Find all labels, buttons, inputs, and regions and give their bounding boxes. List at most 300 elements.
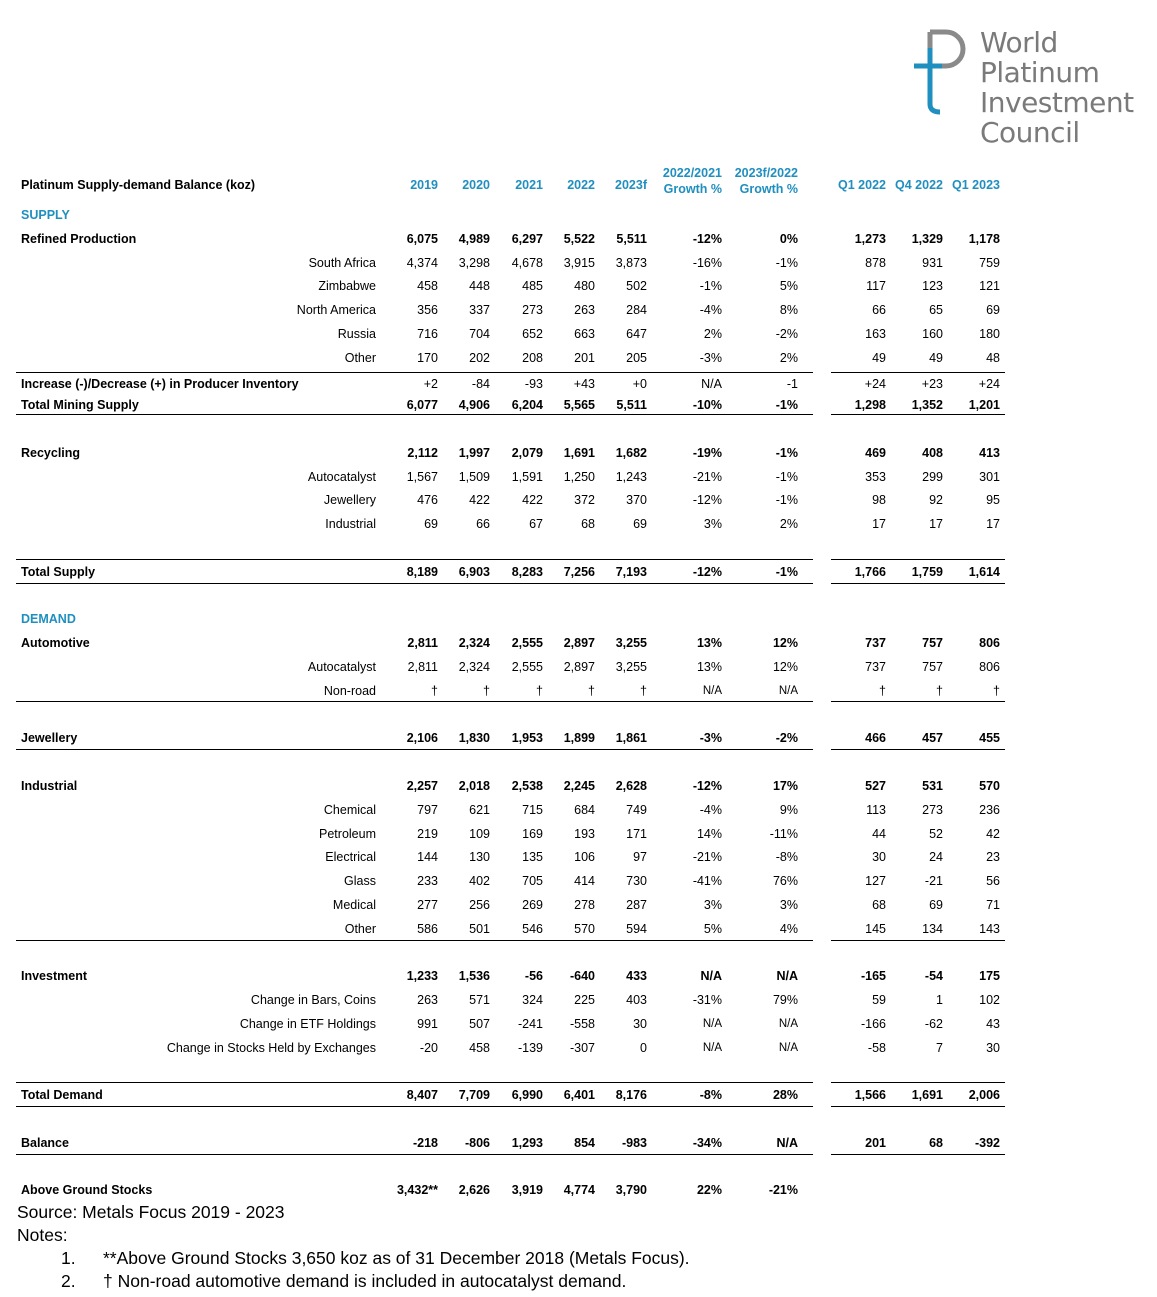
- logo-word: Platinum: [980, 56, 1100, 89]
- table-cell: -12%: [692, 779, 722, 793]
- table-cell: 169: [522, 827, 543, 841]
- table-cell: 469: [865, 446, 886, 460]
- table-cell: 13%: [696, 636, 722, 650]
- table-cell: 269: [522, 898, 543, 912]
- table-cell: -392: [974, 1136, 1000, 1150]
- section-label: DEMAND: [21, 612, 76, 626]
- table-cell: 2,006: [968, 1088, 1000, 1102]
- table-rule: [16, 1106, 813, 1107]
- table-cell: 715: [522, 803, 543, 817]
- table-cell: 205: [626, 351, 647, 365]
- table-cell: 806: [979, 660, 1000, 674]
- table-cell: 2,626: [458, 1183, 490, 1197]
- table-cell: -12%: [692, 493, 722, 507]
- table-cell: -3%: [699, 351, 722, 365]
- table-cell: 455: [979, 731, 1000, 745]
- table-cell: -558: [569, 1017, 595, 1031]
- table-cell: 2,897: [563, 660, 595, 674]
- table-cell: 8%: [779, 303, 798, 317]
- table-cell: 123: [922, 279, 943, 293]
- table-cell: 225: [574, 993, 595, 1007]
- column-header: 2019: [410, 178, 438, 192]
- table-cell: 4%: [779, 922, 798, 936]
- table-cell: -20: [419, 1041, 438, 1055]
- table-cell: 277: [417, 898, 438, 912]
- table-cell: 502: [626, 279, 647, 293]
- table-cell: -218: [412, 1136, 438, 1150]
- logo-word: World: [980, 26, 1058, 59]
- table-cell: -1: [786, 377, 798, 391]
- table-cell: 76%: [772, 874, 798, 888]
- table-cell: 68: [929, 1136, 943, 1150]
- table-cell: 466: [865, 731, 886, 745]
- table-cell: 2,538: [511, 779, 543, 793]
- table-cell: 6,401: [563, 1088, 595, 1102]
- table-cell: 2,106: [406, 731, 438, 745]
- table-cell: -1%: [775, 398, 798, 412]
- table-cell: 97: [633, 850, 647, 864]
- table-cell: †: [483, 684, 490, 698]
- row-label: Increase (-)/Decrease (+) in Producer Inventory: [21, 377, 299, 391]
- table-cell: 69: [986, 303, 1000, 317]
- table-cell: N/A: [700, 969, 722, 983]
- table-cell: 65: [929, 303, 943, 317]
- column-header: Q1 2023: [952, 178, 1000, 192]
- row-sublabel: Non-road: [323, 684, 376, 698]
- table-cell: 68: [872, 898, 886, 912]
- table-rule: [16, 701, 813, 702]
- row-label: Above Ground Stocks: [21, 1183, 153, 1197]
- table-cell: 480: [574, 279, 595, 293]
- table-cell: 121: [979, 279, 1000, 293]
- table-cell: 730: [626, 874, 647, 888]
- table-cell: 2%: [703, 327, 722, 341]
- table-cell: 8,407: [406, 1088, 438, 1102]
- table-cell: 5%: [779, 279, 798, 293]
- table-cell: 69: [424, 517, 438, 531]
- table-cell: 501: [469, 922, 490, 936]
- table-cell: 570: [574, 922, 595, 936]
- row-label: Refined Production: [21, 232, 137, 246]
- table-cell: 1,567: [406, 470, 438, 484]
- row-sublabel: Chemical: [323, 803, 376, 817]
- note-item: [17, 1270, 690, 1293]
- column-header: Growth %: [739, 182, 798, 196]
- table-cell: 1,250: [563, 470, 595, 484]
- table-cell: 433: [626, 969, 647, 983]
- table-cell: 180: [979, 327, 1000, 341]
- table-cell: 4,989: [458, 232, 490, 246]
- row-label: Balance: [21, 1136, 69, 1150]
- table-cell: 145: [865, 922, 886, 936]
- table-cell: -21%: [692, 470, 722, 484]
- table-cell: 337: [469, 303, 490, 317]
- row-sublabel: Other: [344, 922, 376, 936]
- table-cell: 6,077: [406, 398, 438, 412]
- table-cell: 13%: [696, 660, 722, 674]
- table-cell: 1,614: [968, 565, 1000, 579]
- table-cell: 287: [626, 898, 647, 912]
- row-sublabel: Jewellery: [323, 493, 376, 507]
- table-cell: -31%: [692, 993, 722, 1007]
- table-cell: 413: [979, 446, 1000, 460]
- table-cell: 1,178: [968, 232, 1000, 246]
- table-cell: -8%: [775, 850, 798, 864]
- table-cell: -139: [517, 1041, 543, 1055]
- table-cell: -166: [860, 1017, 886, 1031]
- table-cell: 48: [986, 351, 1000, 365]
- table-cell: 102: [979, 993, 1000, 1007]
- table-cell: -16%: [692, 256, 722, 270]
- row-sublabel: Change in ETF Holdings: [239, 1017, 376, 1031]
- row-sublabel: Electrical: [325, 850, 376, 864]
- table-cell: 759: [979, 256, 1000, 270]
- table-rule: [16, 583, 813, 584]
- row-label: Total Mining Supply: [21, 398, 139, 412]
- table-cell: 284: [626, 303, 647, 317]
- table-cell: 1,953: [511, 731, 543, 745]
- row-sublabel: Autocatalyst: [307, 470, 376, 484]
- table-cell: 130: [469, 850, 490, 864]
- table-cell: 68: [581, 517, 595, 531]
- table-cell: 457: [922, 731, 943, 745]
- table-cell: 1,691: [911, 1088, 943, 1102]
- row-label: Industrial: [21, 779, 78, 793]
- table-cell: 2,628: [615, 779, 647, 793]
- table-cell: 507: [469, 1017, 490, 1031]
- row-label: Recycling: [21, 446, 81, 460]
- table-cell: 797: [417, 803, 438, 817]
- table-cell: 2%: [779, 517, 798, 531]
- table-cell: 408: [922, 446, 943, 460]
- table-cell: -8%: [699, 1088, 722, 1102]
- table-cell: 372: [574, 493, 595, 507]
- table-cell: 1,243: [615, 470, 647, 484]
- table-cell: 356: [417, 303, 438, 317]
- table-cell: 4,678: [511, 256, 543, 270]
- column-header: 2020: [462, 178, 490, 192]
- table-cell: 6,903: [458, 565, 490, 579]
- row-sublabel: Glass: [344, 874, 376, 888]
- table-cell: 134: [922, 922, 943, 936]
- table-cell: +24: [864, 377, 886, 391]
- table-cell: 201: [574, 351, 595, 365]
- table-cell: 1,591: [511, 470, 543, 484]
- table-cell: N/A: [778, 1018, 798, 1030]
- table-rule: [16, 1154, 813, 1155]
- table-cell: 570: [979, 779, 1000, 793]
- table-cell: -1%: [775, 256, 798, 270]
- table-cell: 52: [929, 827, 943, 841]
- table-cell: 17: [929, 517, 943, 531]
- table-cell: 458: [469, 1041, 490, 1055]
- table-cell: -241: [517, 1017, 543, 1031]
- table-cell: 716: [417, 327, 438, 341]
- table-cell: 1,536: [458, 969, 490, 983]
- table-cell: 6,204: [511, 398, 543, 412]
- column-header: 2022: [567, 178, 595, 192]
- table-cell: 4,774: [563, 1183, 595, 1197]
- table-cell: 476: [417, 493, 438, 507]
- table-cell: 278: [574, 898, 595, 912]
- platinum-t-logo-icon: [912, 26, 974, 118]
- table-cell: -983: [621, 1136, 647, 1150]
- table-cell: 219: [417, 827, 438, 841]
- table-cell: 1,273: [854, 232, 886, 246]
- table-cell: 66: [872, 303, 886, 317]
- table-cell: 4,906: [458, 398, 490, 412]
- table-cell: N/A: [702, 685, 722, 697]
- table-cell: 43: [986, 1017, 1000, 1031]
- table-rule: [831, 1154, 1005, 1155]
- table-cell: 12%: [772, 660, 798, 674]
- table-cell: 931: [922, 256, 943, 270]
- table-cell: 236: [979, 803, 1000, 817]
- row-sublabel: North America: [296, 303, 376, 317]
- table-cell: †: [536, 684, 543, 698]
- table-cell: 263: [574, 303, 595, 317]
- table-cell: 49: [872, 351, 886, 365]
- table-cell: 14%: [696, 827, 722, 841]
- table-cell: 8,176: [615, 1088, 647, 1102]
- table-cell: 2,112: [407, 446, 438, 460]
- table-cell: 1,682: [615, 446, 647, 460]
- row-sublabel: Autocatalyst: [307, 660, 376, 674]
- table-cell: -21%: [768, 1183, 798, 1197]
- table-cell: -307: [569, 1041, 595, 1055]
- note-text: **Above Ground Stocks 3,650 koz as of 31 December 2018 (Metals Focus).: [103, 1248, 690, 1268]
- table-title: Platinum Supply-demand Balance (koz): [21, 178, 256, 192]
- table-cell: 324: [522, 993, 543, 1007]
- table-cell: -1%: [699, 279, 722, 293]
- table-cell: 652: [522, 327, 543, 341]
- table-cell: 2,897: [563, 636, 595, 650]
- table-cell: 546: [522, 922, 543, 936]
- table-cell: N/A: [702, 1018, 722, 1030]
- table-cell: +2: [423, 377, 438, 391]
- table-cell: 263: [417, 993, 438, 1007]
- table-cell: 144: [417, 850, 438, 864]
- table-cell: 6,297: [511, 232, 543, 246]
- table-cell: -21: [924, 874, 943, 888]
- table-cell: 17%: [772, 779, 798, 793]
- table-cell: 24: [929, 850, 943, 864]
- table-cell: 594: [626, 922, 647, 936]
- table-cell: 586: [417, 922, 438, 936]
- table-cell: -56: [524, 969, 543, 983]
- logo-word: Investment: [980, 86, 1134, 119]
- table-cell: 23: [986, 850, 1000, 864]
- table-cell: -806: [464, 1136, 490, 1150]
- table-cell: 2,811: [407, 636, 438, 650]
- table-cell: 69: [633, 517, 647, 531]
- table-cell: -41%: [692, 874, 722, 888]
- notes-label: Notes:: [17, 1225, 68, 1245]
- table-cell: 5,511: [616, 398, 647, 412]
- table-cell: 737: [865, 636, 886, 650]
- table-cell: -640: [569, 969, 595, 983]
- table-cell: 17: [986, 517, 1000, 531]
- table-cell: 1,566: [854, 1088, 886, 1102]
- note-item: [17, 1247, 690, 1270]
- table-cell: 30: [986, 1041, 1000, 1055]
- table-cell: 30: [633, 1017, 647, 1031]
- table-cell: 422: [469, 493, 490, 507]
- table-cell: 49: [929, 351, 943, 365]
- table-cell: †: [431, 684, 438, 698]
- row-label: Total Supply: [21, 565, 96, 579]
- table-cell: 69: [929, 898, 943, 912]
- table-cell: 737: [865, 660, 886, 674]
- table-cell: 106: [574, 850, 595, 864]
- table-cell: -1%: [775, 470, 798, 484]
- table-cell: -2%: [775, 731, 798, 745]
- note-number: 1.: [61, 1248, 76, 1268]
- table-cell: 1,352: [911, 398, 943, 412]
- table-cell: 273: [922, 803, 943, 817]
- table-cell: -58: [867, 1041, 886, 1055]
- table-cell: 485: [522, 279, 543, 293]
- table-cell: 3,255: [615, 636, 647, 650]
- row-sublabel: Medical: [332, 898, 376, 912]
- column-header: 2021: [515, 178, 543, 192]
- table-cell: 402: [469, 874, 490, 888]
- table-cell: †: [588, 684, 595, 698]
- row-label: Automotive: [21, 636, 90, 650]
- table-cell: 0%: [779, 232, 798, 246]
- row-sublabel: South Africa: [308, 256, 376, 270]
- table-cell: 3,432**: [396, 1183, 438, 1197]
- table-cell: 571: [469, 993, 490, 1007]
- table-cell: 193: [574, 827, 595, 841]
- table-cell: 6,075: [406, 232, 438, 246]
- table-cell: 422: [522, 493, 543, 507]
- table-cell: 1,329: [911, 232, 943, 246]
- table-cell: -11%: [769, 827, 798, 841]
- table-cell: 684: [574, 803, 595, 817]
- table-cell: 127: [865, 874, 886, 888]
- table-cell: 2,555: [511, 636, 543, 650]
- footer: [17, 1201, 690, 1293]
- table-cell: 353: [865, 470, 886, 484]
- table-cell: -1%: [775, 446, 798, 460]
- table-cell: -1%: [775, 565, 798, 579]
- table-cell: 2,257: [406, 779, 438, 793]
- table-cell: 749: [626, 803, 647, 817]
- table-cell: N/A: [776, 969, 798, 983]
- table-cell: -62: [924, 1017, 943, 1031]
- table-rule: [831, 1082, 1005, 1083]
- table-cell: 5,511: [616, 232, 647, 246]
- table-rule: [16, 372, 813, 373]
- table-cell: 67: [529, 517, 543, 531]
- table-rule: [16, 414, 813, 415]
- source-line: Source: Metals Focus 2019 - 2023: [17, 1202, 285, 1222]
- table-cell: 458: [417, 279, 438, 293]
- table-cell: 1: [936, 993, 943, 1007]
- table-cell: 531: [922, 779, 943, 793]
- table-cell: 1,293: [511, 1136, 543, 1150]
- table-rule: [831, 372, 1005, 373]
- table-cell: 66: [476, 517, 490, 531]
- row-sublabel: Zimbabwe: [318, 279, 376, 293]
- table-cell: -21%: [692, 850, 722, 864]
- table-cell: 3%: [703, 517, 722, 531]
- table-cell: 3,915: [563, 256, 595, 270]
- section-label: SUPPLY: [21, 208, 70, 222]
- table-rule: [831, 1106, 1005, 1107]
- row-sublabel: Change in Bars, Coins: [250, 993, 376, 1007]
- table-cell: 71: [986, 898, 1000, 912]
- table-cell: 233: [417, 874, 438, 888]
- table-cell: 42: [986, 827, 1000, 841]
- table-rule: [831, 749, 1005, 750]
- table-cell: +43: [573, 377, 595, 391]
- table-cell: 135: [522, 850, 543, 864]
- table-cell: 757: [922, 660, 943, 674]
- table-cell: 1,830: [458, 731, 490, 745]
- table-cell: †: [640, 684, 647, 698]
- table-cell: 202: [469, 351, 490, 365]
- table-rule: [16, 559, 813, 560]
- table-cell: N/A: [778, 685, 798, 697]
- table-cell: 2,245: [563, 779, 595, 793]
- table-cell: 79%: [772, 993, 798, 1007]
- table-cell: 299: [922, 470, 943, 484]
- table-cell: N/A: [778, 1042, 798, 1054]
- table-cell: 59: [872, 993, 886, 1007]
- table-cell: 1,997: [458, 446, 490, 460]
- table-cell: 7,709: [458, 1088, 490, 1102]
- row-sublabel: Petroleum: [319, 827, 376, 841]
- table-cell: 705: [522, 874, 543, 888]
- table-cell: 2,018: [458, 779, 490, 793]
- table-cell: 17: [872, 517, 886, 531]
- table-cell: 109: [469, 827, 490, 841]
- table-cell: 170: [417, 351, 438, 365]
- table-cell: 370: [626, 493, 647, 507]
- table-cell: 1,861: [615, 731, 647, 745]
- table-cell: †: [936, 684, 943, 698]
- table-cell: 527: [865, 779, 886, 793]
- table-cell: -165: [860, 969, 886, 983]
- row-label: Total Demand: [21, 1088, 103, 1102]
- table-cell: 92: [929, 493, 943, 507]
- table-cell: -19%: [692, 446, 722, 460]
- note-text: † Non-road automotive demand is included in autocatalyst demand.: [103, 1271, 627, 1291]
- wpic-logo: [912, 26, 1142, 156]
- table-cell: 1,298: [854, 398, 886, 412]
- table-rule: [16, 940, 813, 941]
- table-cell: 160: [922, 327, 943, 341]
- table-rule: [831, 414, 1005, 415]
- table-cell: 403: [626, 993, 647, 1007]
- logo-word: Council: [980, 116, 1080, 149]
- table-cell: 2,324: [458, 636, 490, 650]
- table-cell: -2%: [775, 327, 798, 341]
- table-cell: 9%: [779, 803, 798, 817]
- table-cell: 256: [469, 898, 490, 912]
- table-rule: [831, 583, 1005, 584]
- table-cell: -34%: [692, 1136, 722, 1150]
- table-cell: 3,298: [458, 256, 490, 270]
- table-cell: 12%: [772, 636, 798, 650]
- table-cell: 3,790: [615, 1183, 647, 1197]
- table-rule: [831, 701, 1005, 702]
- table-cell: 201: [865, 1136, 886, 1150]
- table-cell: 3,919: [511, 1183, 543, 1197]
- wpic-wordmark: [980, 28, 1134, 148]
